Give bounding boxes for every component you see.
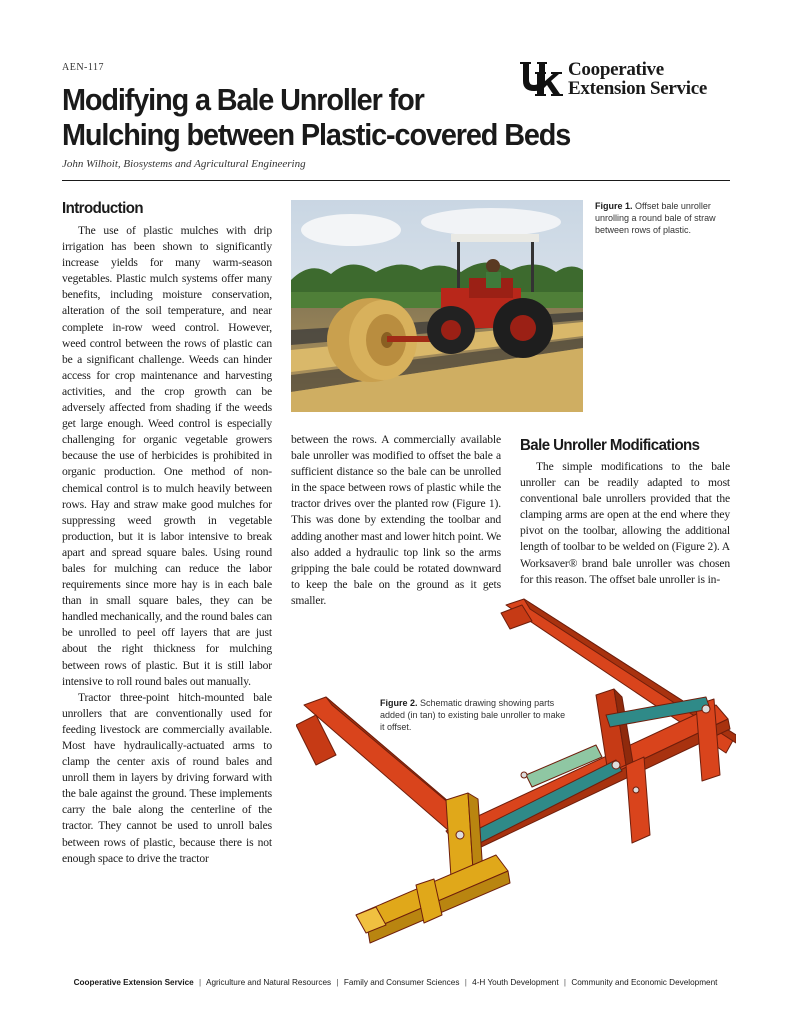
modifications-paragraph: The simple modifications to the bale unroller can be readily adapted to most conventional bale unrollers provided that the clamping arms are open at the end where they pivot on the toolbar, allowing the additional length of toolbar to be welded on (Figure 2). A Worksaver® brand bale unroller was chosen for this reason. The offset bale unroller is in- [520,460,730,586]
modifications-body [520,459,730,588]
footer-brand: Cooperative Extension Service [73,978,194,987]
figure-2-label: Figure 2. [380,698,418,708]
introduction-body [62,223,272,867]
tractor-photo [291,200,583,412]
figure-2-caption [380,697,570,733]
figure-1-caption [595,200,735,236]
footer-program: Community and Economic Development [571,978,718,987]
middle-paragraph: between the rows. A commercially available bale unroller was modified to offset the bale a sufficient distance so the bale can be unrolled in the space between rows of plastic while the tractor drives over the planted row (Figure 1). This was done by extending the toolbar and adding another mast and lower hitch point. We also added a hydraulic top link so the arms gripping the bale could be rotated downward to keep the bale on the ground as it gets smaller. [291,433,501,607]
extension-logo [518,60,738,102]
logo-line-2: Extension Service [568,78,707,99]
bale-unroller-schematic [296,585,736,960]
figure-2-caption-text: Schematic drawing showing parts added (in tan) to existing bale unroller to make it offset. [380,698,566,732]
introduction-paragraph-2: Tractor three-point hitch-mounted bale unrollers that are conventionally used for feeding livestock are commercially available. Most have hydraulically-actuated arms to clamp the center axis of round bales and unroll them in layers by driving forward with the bale against the ground. These implements carry the bale along the centerline of the tractor. They cannot be used to unroll bales between rows of plastic, because there is not enough space to drive the tractor [62,690,272,865]
footer-separator: | [464,978,467,987]
figure-1-label: Figure 1. [595,201,633,211]
figure-1-photo [291,200,583,412]
introduction-heading: Introduction [62,200,143,217]
title-line-2: Mulching between Plastic-covered Beds [62,117,571,152]
middle-column-body [291,432,501,609]
page-title [62,82,571,152]
modifications-heading: Bale Unroller Modifications [520,437,700,454]
uk-monogram-icon [518,60,564,98]
figure-1-caption-text: Offset bale unroller unrolling a round bale of straw between rows of plastic. [595,201,716,235]
footer-separator: | [336,978,339,987]
footer-program: Family and Consumer Sciences [343,978,460,987]
title-line-1: Modifying a Bale Unroller for [62,82,424,117]
footer-separator: | [563,978,567,987]
publication-id: AEN-117 [62,62,105,73]
figure-2-drawing [296,585,736,960]
author-byline: John Wilhoit, Biosystems and Agricultural Engineering [62,158,306,170]
footer-separator: | [199,978,202,987]
footer-program: 4-H Youth Development [472,978,559,987]
logo-line-1: Cooperative [568,59,664,80]
footer-program: Agriculture and Natural Resources [205,978,332,987]
page-footer [0,978,791,987]
introduction-paragraph-1: The use of plastic mulches with drip irrigation has been shown to significantly increase yields for many warm-season vegetables. Plastic mulch systems offer many benefits, including moisture conservation, alteration of the soil temperature, and near complete in-row weed control. However, weed control between the rows of plastic can be a significant challenge. Weeds can hinder access for crop maintenance and harvesting activities, and the crop growth can be adversely affected from shading if the weeds get large enough. Weed control is especially challenging for organic vegetable growers because the use of herbicides is prohibited in organic production. One method of non-chemical control is to mulch heavily between rows. Hay and straw make good mulches for suppressing weed growth in vegetable production, but it is labor intensive to break apart and spread square bales. Using round bales for mulching can reduce the labor requirements since more hay is in each bale than in small square bales, they can be handled mechanically, and the round bales can be unrolled to peel off layers that are just about the right thickness for mulching between rows of plastic. But it is still labor intensive to roll round bales out manually. [62,224,272,688]
header-rule [62,180,730,181]
